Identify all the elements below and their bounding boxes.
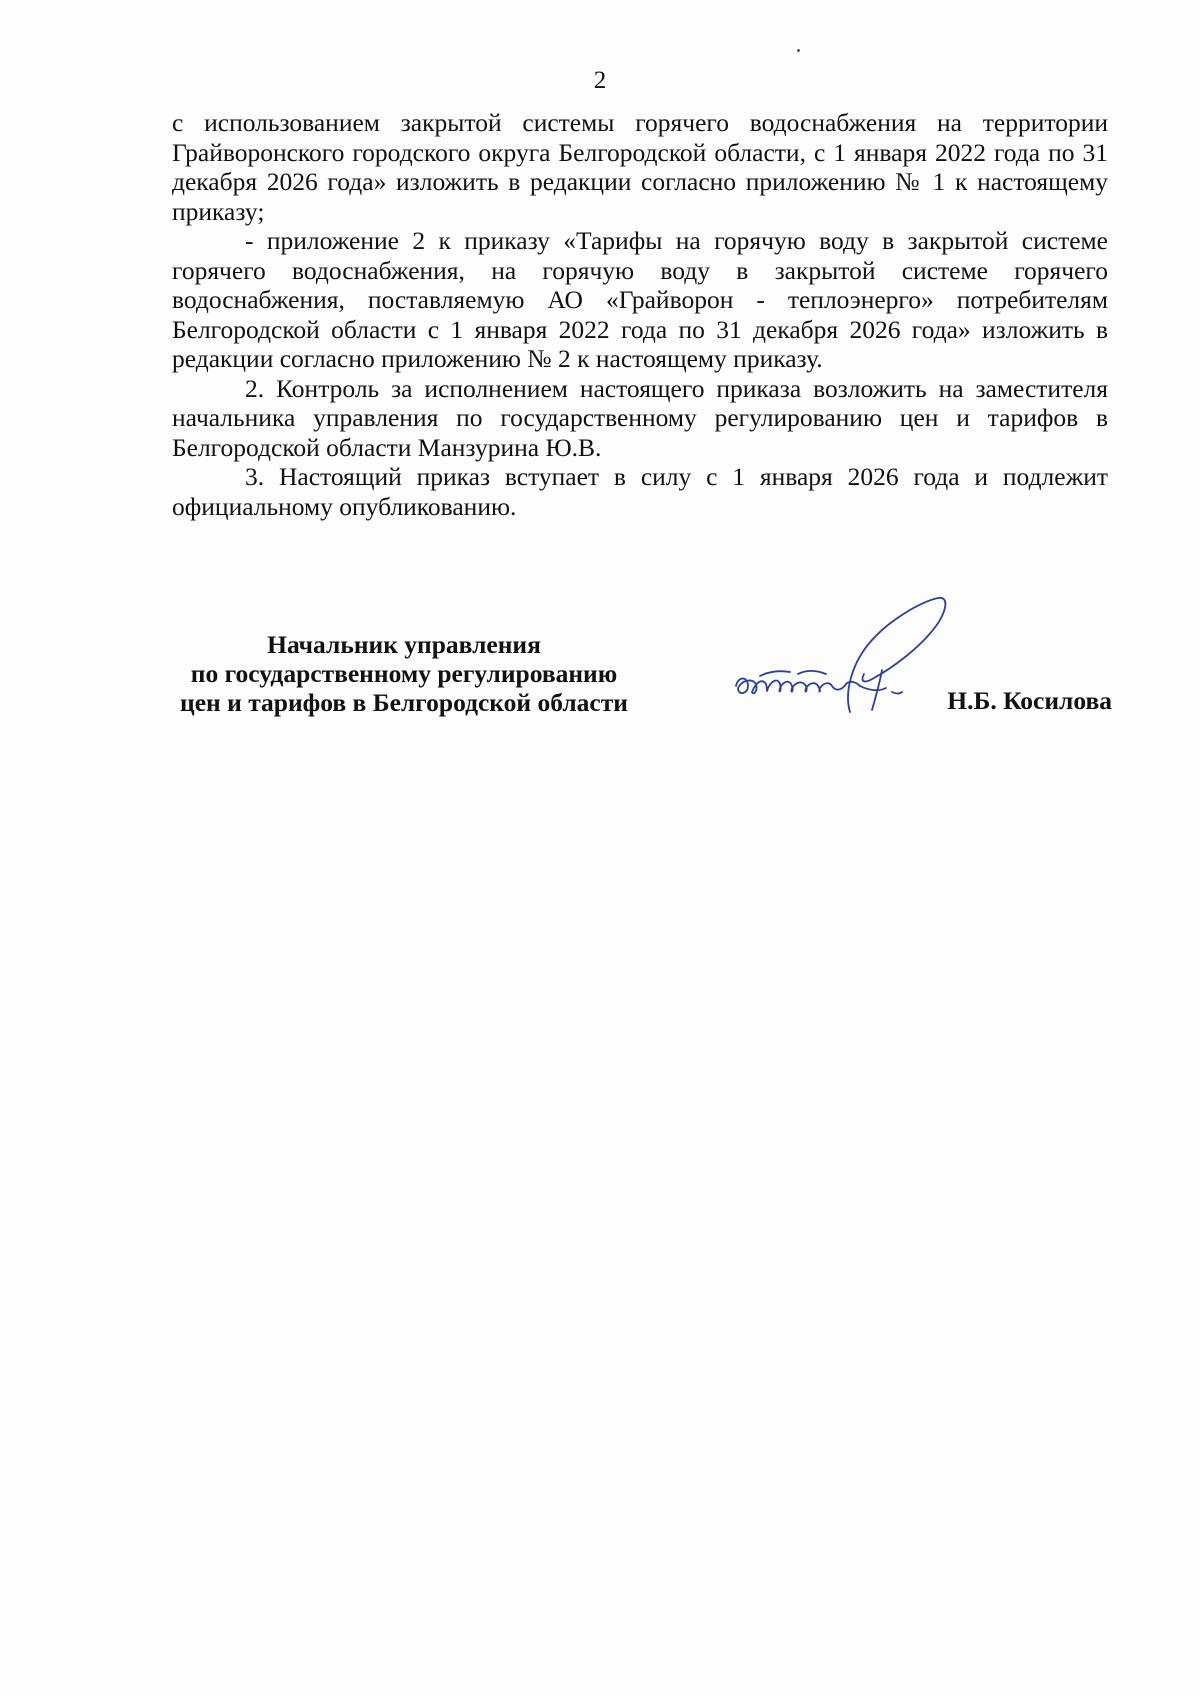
- signatory-position: [170, 630, 638, 717]
- signer-name: Н.Б. Косилова: [947, 686, 1112, 715]
- signature-strokes: [736, 598, 945, 712]
- document-body: [172, 108, 1108, 521]
- page-number: 2: [593, 67, 607, 94]
- paper-speck: [797, 49, 800, 52]
- paragraph-continuation: с использованием закрытой системы горячего водоснабжения на территории Грайворонского городского округа Белгородской области, с 1 января 2022 года по 31 декабря 2026 года» изложить в редакции согласно приложению № 1 к настоящему приказу;: [172, 108, 1108, 226]
- paragraph-effective-date: 3. Настоящий приказ вступает в силу с 1 января 2026 года и подлежит официальному опубликованию.: [172, 462, 1108, 521]
- position-line-2: по государственному регулированию: [190, 659, 618, 688]
- position-line-3: цен и тарифов в Белгородской области: [180, 688, 628, 717]
- paragraph-appendix-2: - приложение 2 к приказу «Тарифы на горячую воду в закрытой системе горячего водоснабжения, на горячую воду в закрытой системе горячего водоснабжения, поставляемую АО «Грайворон - теплоэнерго» потребителям Белгородской области с 1 января 2022 года по 31 декабря 2026 года» изложить в редакции согласно приложению № 2 к настоящему приказу.: [172, 226, 1108, 373]
- position-line-1: Начальник управления: [267, 630, 541, 659]
- paragraph-control: 2. Контроль за исполнением настоящего приказа возложить на заместителя начальника управления по государственному регулированию цен и тарифов в Белгородской области Манзурина Ю.В.: [172, 373, 1108, 462]
